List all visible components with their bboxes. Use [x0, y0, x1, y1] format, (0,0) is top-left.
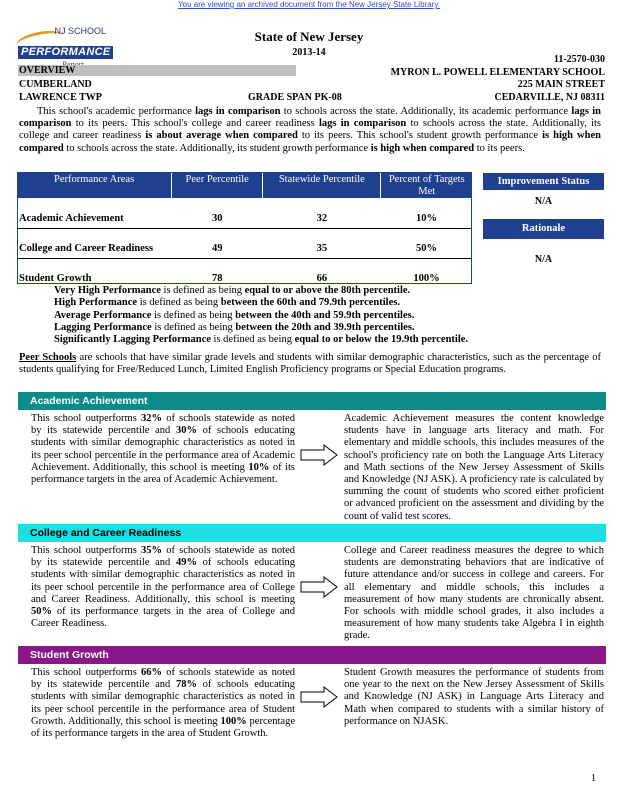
- academic-achievement-description: Academic Achievement measures the content knowledge students have in language arts literacy and math. For elementary and middle schools, this includes measures of the school's proficiency rate on both the Language Arts Literacy and Math sections of the New Jersey Assessment of Skills and Knowledge (NJ ASK). A proficiency rate is calculated by summing the count of students who scored either proficient or advanced proficient on the assessment and dividing by the count of valid test scores.: [344, 413, 604, 522]
- section-header-student-growth: Student Growth: [18, 646, 606, 664]
- logo-text-nj: NJ SCHOOL: [54, 26, 106, 36]
- page-title: State of New Jersey: [254, 29, 364, 44]
- intro-paragraph: This school's academic performance lags in comparison to schools across the state. Additionally, its academic performance lags in comparison to its peers. This school's college and career readiness lags in comparison to schools across the state. Additionally, its college and career readiness is about average when compared to its peers. This school's student growth performance is high when compared to schools across the state. Additionally, its student growth performance is high when compared to its peers.: [19, 106, 601, 154]
- section-header-college-career-readiness: College and Career Readiness: [18, 524, 606, 542]
- peer-schools-paragraph: Peer Schools are schools that have similar grade levels and students with similar demographic characteristics, such as the percentage of students qualifying for Free/Reduced Lunch, Limited English Proficiency programs or Special Education programs.: [19, 352, 601, 376]
- right-arrow-icon: [300, 444, 338, 466]
- school-city: CEDARVILLE, NJ 08311: [494, 92, 605, 103]
- improvement-status-header: Improvement Status: [483, 173, 604, 190]
- th-peer-percentile: Peer Percentile: [172, 172, 263, 198]
- school-name: MYRON L. POWELL ELEMENTARY SCHOOL: [390, 67, 605, 78]
- th-percent-targets-met: Percent of Targets Met: [381, 172, 472, 198]
- county-name: CUMBERLAND: [19, 79, 92, 90]
- th-statewide-percentile: Statewide Percentile: [263, 172, 381, 198]
- school-street: 225 MAIN STREET: [517, 79, 605, 90]
- table-row: Academic Achievement 30 32 10%: [17, 198, 472, 228]
- rationale-value: N/A: [534, 254, 553, 265]
- grade-span: GRADE SPAN PK-08: [248, 92, 342, 103]
- student-growth-description: Student Growth measures the performance of students from one year to the next on the New Jersey Assessment of Skills and Knowledge (NJ ASK) in Language Arts Literacy and Math when compared to students with a similar history of performance on NJASK.: [344, 667, 604, 727]
- improvement-status-value: N/A: [534, 196, 553, 207]
- performance-table: [17, 172, 472, 288]
- definition-item: High Performance is defined as being between the 60th and 79.9th percentiles.: [54, 297, 400, 309]
- section-header-academic-achievement: Academic Achievement: [18, 392, 606, 410]
- college-career-description: College and Career readiness measures the degree to which students are demonstrating behaviors that are indicative of future attendance and/or success in college and careers. For all elementary and middle schools, this includes a measurement of how many students are chronically absent. For schools with middle school grades, it also includes a measurement of how many students take Algebra I in eighth grade.: [344, 545, 604, 642]
- school-id: 11-2570-030: [553, 54, 605, 65]
- student-growth-summary: This school outperforms 66% of schools statewide as noted by its statewide percentile and 78% of schools educating students with similar demographic characteristics as noted in its peer school percentile in the performance area of Student Growth. Additionally, this school is meeting 100% percentage of its performance targets in the area of Student Growth.: [31, 667, 296, 740]
- table-row: Student Growth 78 66 100%: [19, 273, 440, 285]
- right-arrow-icon: [300, 576, 338, 598]
- performance-definitions: [54, 285, 468, 346]
- district-name: LAWRENCE TWP: [19, 92, 102, 103]
- school-year: 2013-14: [292, 47, 326, 58]
- archive-banner-link[interactable]: You are viewing an archived document from the New Jersey State Library.: [178, 0, 440, 9]
- college-career-summary: This school outperforms 35% of schools statewide as noted by its statewide percentile and 49% of schools educating students with similar demographic characteristics as noted in its peer school percentile in the performance area of College and Career Readiness. Additionally, this school is meeting 50% of its performance targets in the area of College and Career Readiness.: [31, 545, 296, 630]
- table-row: College and Career Readiness 49 35 50%: [17, 228, 472, 258]
- th-performance-areas: Performance Areas: [17, 172, 172, 198]
- page-number: 1: [591, 773, 596, 784]
- logo-text-performance: PERFORMANCE: [18, 46, 113, 59]
- rationale-header: Rationale: [483, 219, 604, 239]
- right-arrow-icon: [300, 686, 338, 708]
- definition-item: Significantly Lagging Performance is defined as being equal to or below the 19.9th percentile.: [54, 334, 469, 346]
- definition-item: Lagging Performance is defined as being between the 20th and 39.9th percentiles.: [54, 321, 415, 333]
- table-header-row: [17, 172, 472, 198]
- academic-achievement-summary: This school outperforms 32% of schools statewide as noted by its statewide percentile and 30% of schools educating students with similar demographic characteristics as noted in its peer school percentile in the performance area of Academic Achievement. Additionally, this school is meeting 10% of its performance targets in the area of Academic Achievement.: [31, 413, 296, 486]
- overview-bar: OVERVIEW: [18, 65, 296, 76]
- definition-item: Very High Performance is defined as being equal to or above the 80th percentile.: [54, 285, 411, 296]
- definition-item: Average Performance is defined as being between the 40th and 59.9th percentiles.: [54, 309, 415, 321]
